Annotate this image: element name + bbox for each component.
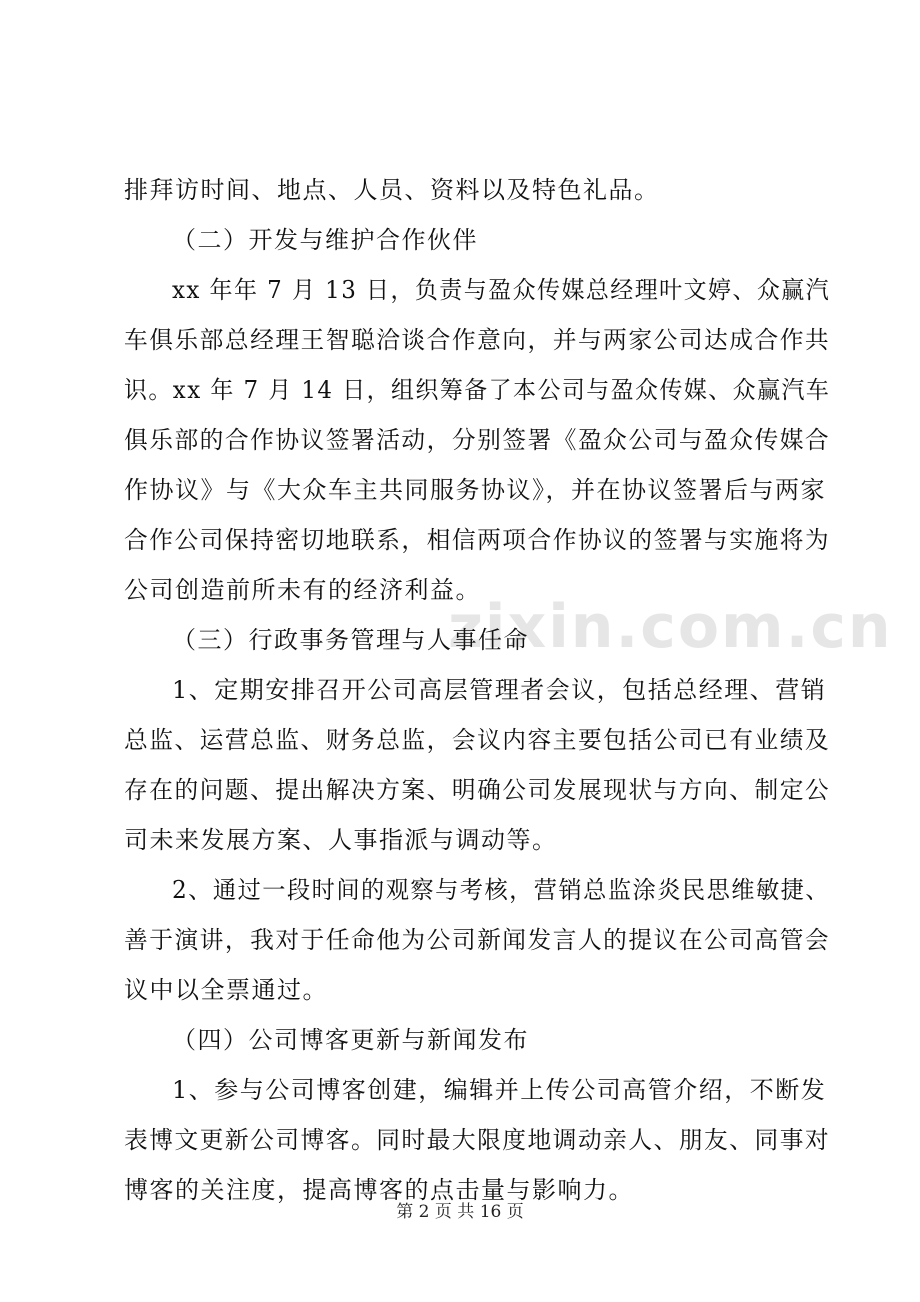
body-line: 1、定期安排召开公司高层管理者会议，包括总经理、营销 xyxy=(172,676,827,704)
body-line: 作协议》与《大众车主共同服务协议》，并在协议签署后与两家 xyxy=(124,476,826,504)
page-number-footer: 第 2 页 共 16 页 xyxy=(396,1202,524,1222)
section-heading: （二）开发与维护合作伙伴 xyxy=(172,226,478,254)
watermark: zixin.com.cn xyxy=(448,592,893,662)
body-line: 表博文更新公司博客。同时最大限度地调动亲人、朋友、同事对 xyxy=(124,1126,831,1154)
body-line: xx 年年 7 月 13 日，负责与盈众传媒总经理叶文婷、众赢汽 xyxy=(172,276,831,304)
body-line: 1、参与公司博客创建，编辑并上传公司高管介绍，不断发 xyxy=(172,1076,827,1104)
body-line: 善于演讲，我对于任命他为公司新闻发言人的提议在公司高管会 xyxy=(124,926,831,954)
body-line: 总监、运营总监、财务总监，会议内容主要包括公司已有业绩及 xyxy=(124,726,831,754)
body-line: 排拜访时间、地点、人员、资料以及特色礼品。 xyxy=(124,176,660,204)
section-heading: （四）公司博客更新与新闻发布 xyxy=(172,1026,529,1054)
body-line: 公司创造前所未有的经济利益。 xyxy=(124,576,481,604)
body-line: 司未来发展方案、人事指派与调动等。 xyxy=(124,826,558,854)
body-line: 2、通过一段时间的观察与考核，营销总监涂炎民思维敏捷、 xyxy=(172,876,831,904)
body-line: 俱乐部的合作协议签署活动，分别签署《盈众公司与盈众传媒合 xyxy=(124,426,831,454)
body-line: 博客的关注度，提高博客的点击量与影响力。 xyxy=(124,1176,634,1204)
body-line: 议中以全票通过。 xyxy=(124,976,328,1004)
body-line: 识。xx 年 7 月 14 日，组织筹备了本公司与盈众传媒、众赢汽车 xyxy=(124,376,831,404)
body-line: 车俱乐部总经理王智聪洽谈合作意向，并与两家公司达成合作共 xyxy=(124,326,831,354)
body-line: 合作公司保持密切地联系，相信两项合作协议的签署与实施将为 xyxy=(124,526,831,554)
body-line: 存在的问题、提出解决方案、明确公司发展现状与方向、制定公 xyxy=(124,776,831,804)
section-heading: （三）行政事务管理与人事任命 xyxy=(172,626,529,654)
